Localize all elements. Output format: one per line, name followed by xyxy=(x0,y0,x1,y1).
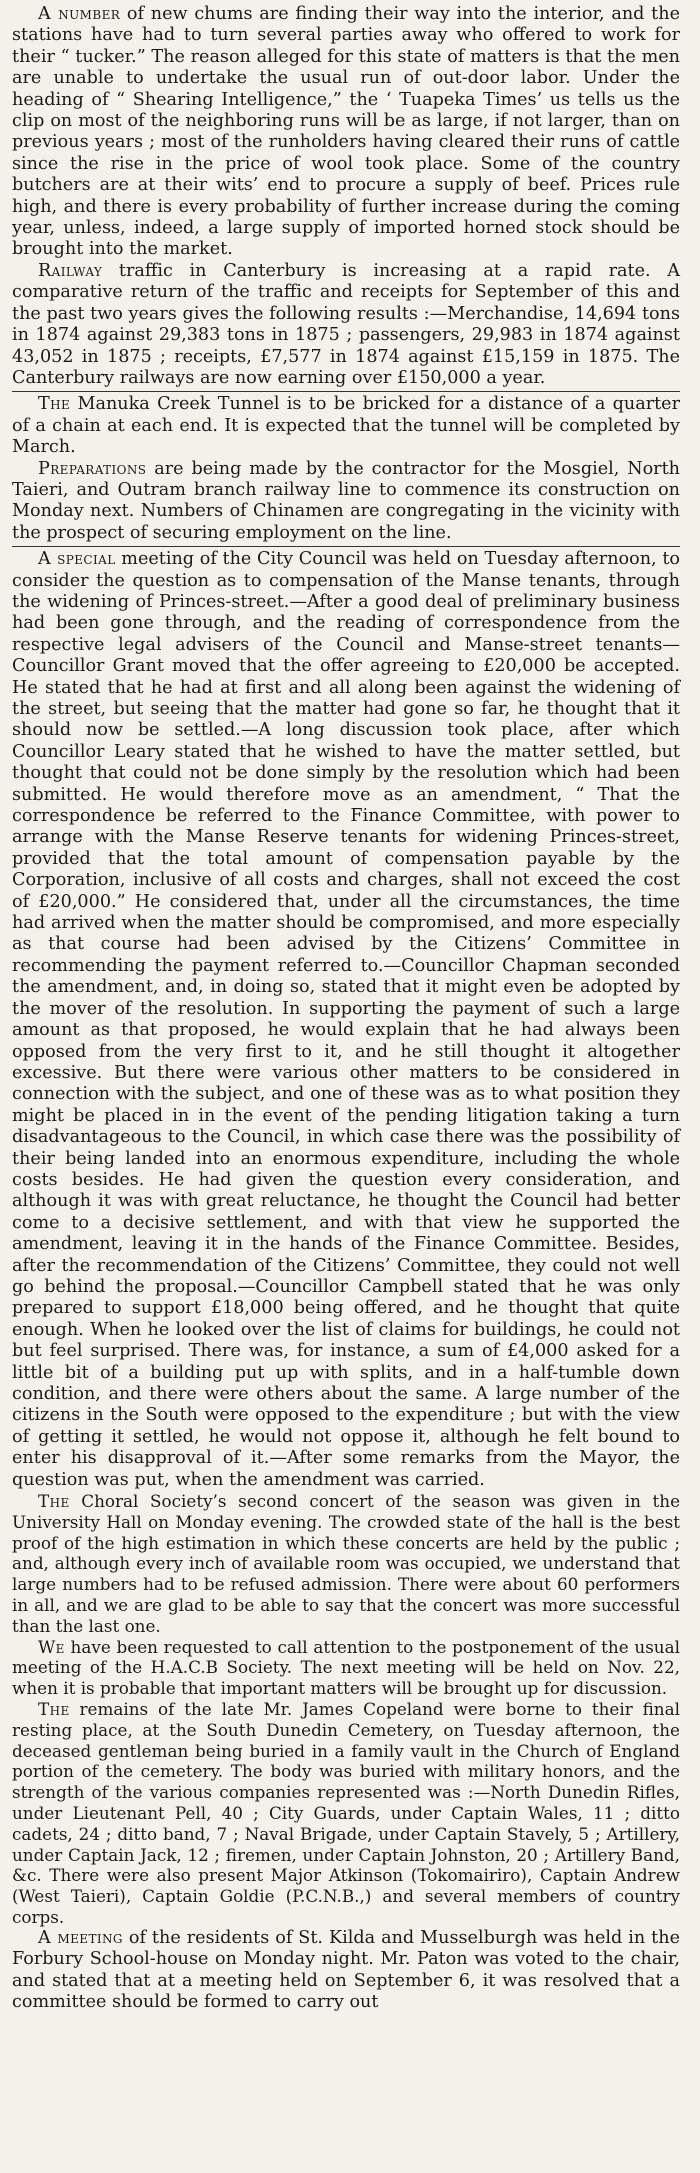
paragraph-lead: A meeting xyxy=(38,1927,123,1948)
paragraph-copeland-funeral xyxy=(12,1699,680,1928)
paragraph-choral-society xyxy=(12,1491,680,1637)
paragraph-body: remains of the late Mr. James Copeland were borne to their final resting place, at the South Dunedin Cemetery, on Tuesday afternoon, the deceased gentleman being buried in a family vault in the Church of England portion of the cemetery. The body was buried with military honors, and the strength of the various companies represented was :—North Dunedin Rifles, under Lieutenant Pell, 40 ; City Guards, under Captain Wales, 11 ; ditto cadets, 24 ; ditto band, 7 ; Naval Brigade, under Captain Stavely, 5 ; Artillery, under Captain Jack, 12 ; firemen, under Captain Johnston, 20 ; Artillery Band, &c. There were also present Major Atkinson (Tokomairiro), Captain Andrew (West Taieri), Captain Goldie (P.C.N.B.,) and several members of country corps. xyxy=(12,1699,680,1927)
paragraph-body: meeting of the City Council was held on Tuesday afternoon, to consider the question as to compensation of the Manse tenants, through the widening of Princes-street.—After a good deal of preliminary business had been gone through, and the reading of correspondence from the respective legal advisers of the Council and Manse-street tenants—Councillor Grant moved that the offer agreeing to £20,000 be accepted. He stated that he had at first and all along been against the widening of the street, but seeing that the matter had gone so far, he thought that it should now be settled.—A long discussion took place, after which Councillor Leary stated that he wished to have the matter settled, but thought that could not be done simply by the resolution which had been submitted. He would therefore move as an amendment, “ That the correspondence be referred to the Finance Committee, with power to arrange with the Manse Reserve tenants for widening Princes-street, provided that the total amount of compensation payable by the Corporation, inclusive of all costs and charges, shall not exceed the cost of £20,000.” He considered that, under all the circumstances, the time had arrived when the matter should be compromised, and more especially as that course had been advised by the Citizens’ Committee in recommending the payment referred to.—Councillor Chapman seconded the amendment, and, in doing so, stated that it might even be adopted by the mover of the resolution. In supporting the payment of such a large amount as that proposed, he would explain that he had always been opposed from the very first to it, and he still thought it altogether excessive. But there were various other matters to be considered in connection with the subject, and one of these was as to what position they might be placed in in the event of the pending litigation taking a turn disadvantageous to the Council, in which case there was the possibility of their being landed into an enormous expenditure, including the whole costs besides. He had given the question every consideration, and although it was with great reluctance, he thought the Council had better come to a decisive settlement, and with that view he supported the amendment, leaving it in the hands of the Finance Committee. Besides, after the recommendation of the Citizens’ Committee, they could not well go behind the proposal.—Councillor Campbell stated that he was only prepared to support £18,000 being offered, and he thought that quite enough. When he looked over the list of claims for buildings, he could not but feel surprised. There was, for instance, a sum of £4,000 asked for a little bit of a building put up with splits, and in a half-tumble down condition, and there were others about the same. A large number of the citizens in the South were opposed to the expenditure ; but with the view of getting it settled, he would not oppose it, although he felt bound to enter his disapproval of it.—After some remarks from the Mayor, the question was put, when the amendment was carried. xyxy=(12,549,680,1490)
paragraph-city-council xyxy=(12,549,680,1491)
paragraph-lead: The xyxy=(38,1491,70,1512)
paragraph-lead: Railway xyxy=(38,260,103,281)
paragraph-body: of new chums are finding their way into the interior, and the stations have had to turn several parties away who offered to work for their “ tucker.” The reason alleged for this state of matters is that the men are unable to undertake the usual run of out-door labor. Under the heading of “ Shearing Intelligence,” the ‘ Tuapeka Times’ us tells us the clip on most of the neighboring runs will be as large, if not larger, than on previous years ; most of the runholders having cleared their runs of cattle since the rise in the price of wool took place. Some of the country butchers are at their wits’ end to procure a supply of beef. Prices rule high, and there is every probability of further increase during the coming year, unless, indeed, a large supply of imported horned stock should be brought into the market. xyxy=(12,4,680,260)
section-divider xyxy=(12,546,680,547)
paragraph-manuka-tunnel xyxy=(12,394,680,458)
paragraph-lead: The xyxy=(38,394,71,415)
paragraph-body: have been requested to call attention to the postponement of the usual meeting of the H.A.C.B Society. The next meeting will be held on Nov. 22, when it is probable that important matters will be brought up for discussion. xyxy=(12,1636,680,1699)
paragraph-lead: Preparations xyxy=(38,458,147,479)
paragraph-body: Manuka Creek Tunnel is to be bricked for a distance of a quarter of a chain at each end. It is expected that the tunnel will be completed by March. xyxy=(12,394,680,458)
paragraph-hacb-society xyxy=(12,1637,680,1699)
paragraph-body: of the residents of St. Kilda and Musselburgh was held in the Forbury School-house on Monday night. Mr. Paton was voted to the chair, and stated that at a meeting held on September 6, it was resolved that a committee should be formed to carry out xyxy=(12,1927,680,2012)
paragraph-lead: A number xyxy=(38,4,121,24)
section-divider xyxy=(12,391,680,392)
paragraph-railway-traffic xyxy=(12,261,680,389)
paragraph-lead: We xyxy=(38,1636,65,1657)
paragraph-railway-preparations xyxy=(12,459,680,545)
paragraph-body: are being made by the contractor for the Mosgiel, North Taieri, and Outram branch railway line to commence its construction on Monday next. Numbers of Chinamen are congregating in the vicinity with the prospect of securing employment on the line. xyxy=(12,458,680,543)
paragraph-lead: The xyxy=(38,1699,70,1719)
paragraph-body: Choral Society’s second concert of the season was given in the University Hall on Monday evening. The crowded state of the hall is the best proof of the high estimation in which these concerts are held by the public ; and, although every inch of available room was occupied, we understand that large numbers had to be refused admission. There were about 60 performers in all, and we are glad to be able to say that the concert was more successful than the last one. xyxy=(12,1491,680,1636)
paragraph-lead: A special xyxy=(38,549,116,570)
paragraph-st-kilda-meeting xyxy=(12,1928,680,2014)
paragraph-body: traffic in Canterbury is increasing at a rapid rate. A comparative return of the traffic and receipts for September of this and the past two years gives the following results :—Merchandise, 14,694 tons in 1874 against 29,383 tons in 1875 ; passengers, 29,983 in 1874 against 43,052 in 1875 ; receipts, £7,577 in 1874 against £15,159 in 1875. The Canterbury railways are now earning over £150,000 a year. xyxy=(12,260,680,388)
paragraph-new-chums xyxy=(12,4,680,261)
